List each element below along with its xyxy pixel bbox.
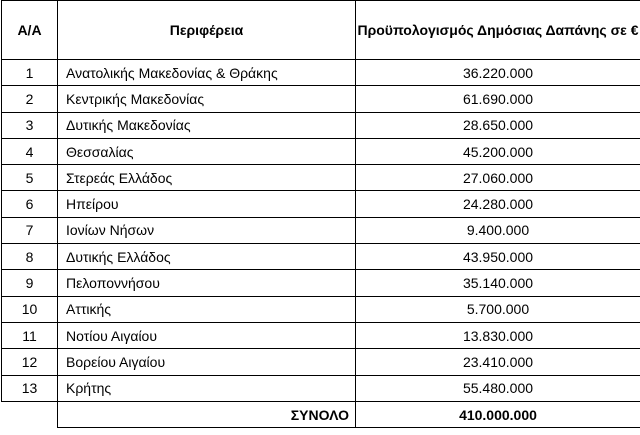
row-region: Ανατολικής Μακεδονίας & Θράκης xyxy=(58,60,356,86)
row-region: Νοτίου Αιγαίου xyxy=(58,322,356,348)
row-num: 13 xyxy=(2,375,58,401)
table-row xyxy=(2,60,640,86)
table-row xyxy=(2,191,640,217)
table-row xyxy=(2,270,640,296)
table-row xyxy=(2,244,640,270)
table-row xyxy=(2,112,640,138)
row-budget: 5.700.000 xyxy=(356,296,640,322)
row-budget: 24.280.000 xyxy=(356,191,640,217)
row-budget: 28.650.000 xyxy=(356,112,640,138)
row-budget: 55.480.000 xyxy=(356,375,640,401)
budget-table xyxy=(1,0,640,428)
row-num: 4 xyxy=(2,138,58,164)
row-num: 6 xyxy=(2,191,58,217)
row-region: Δυτικής Μακεδονίας xyxy=(58,112,356,138)
row-budget: 36.220.000 xyxy=(356,60,640,86)
table-row xyxy=(2,86,640,112)
row-num: 5 xyxy=(2,165,58,191)
row-budget: 61.690.000 xyxy=(356,86,640,112)
row-region: Αττικής xyxy=(58,296,356,322)
row-num: 3 xyxy=(2,112,58,138)
header-row xyxy=(2,1,640,60)
table-row xyxy=(2,349,640,375)
row-num: 12 xyxy=(2,349,58,375)
table-row xyxy=(2,375,640,401)
row-region: Ηπείρου xyxy=(58,191,356,217)
row-num: 7 xyxy=(2,217,58,243)
row-budget: 13.830.000 xyxy=(356,322,640,348)
row-budget: 23.410.000 xyxy=(356,349,640,375)
row-region: Βορείου Αιγαίου xyxy=(58,349,356,375)
total-blank-cell xyxy=(2,401,58,427)
table-row xyxy=(2,138,640,164)
total-value: 410.000.000 xyxy=(356,401,640,427)
table-row xyxy=(2,165,640,191)
row-budget: 35.140.000 xyxy=(356,270,640,296)
row-region: Κεντρικής Μακεδονίας xyxy=(58,86,356,112)
row-region: Θεσσαλίας xyxy=(58,138,356,164)
header-region: Περιφέρεια xyxy=(58,1,356,60)
row-region: Πελοποννήσου xyxy=(58,270,356,296)
table-row xyxy=(2,322,640,348)
row-num: 11 xyxy=(2,322,58,348)
header-num: Α/Α xyxy=(2,1,58,60)
table-row xyxy=(2,217,640,243)
row-num: 9 xyxy=(2,270,58,296)
row-region: Κρήτης xyxy=(58,375,356,401)
total-label: ΣΥΝΟΛΟ xyxy=(58,401,356,427)
row-budget: 45.200.000 xyxy=(356,138,640,164)
row-region: Δυτικής Ελλάδος xyxy=(58,244,356,270)
row-region: Ιονίων Νήσων xyxy=(58,217,356,243)
row-budget: 9.400.000 xyxy=(356,217,640,243)
row-region: Στερεάς Ελλάδος xyxy=(58,165,356,191)
table-row xyxy=(2,296,640,322)
row-num: 8 xyxy=(2,244,58,270)
row-num: 1 xyxy=(2,60,58,86)
row-num: 10 xyxy=(2,296,58,322)
header-budget: Προϋπολογισμός Δημόσιας Δαπάνης σε € xyxy=(356,1,640,60)
total-row xyxy=(2,401,640,427)
row-budget: 27.060.000 xyxy=(356,165,640,191)
row-num: 2 xyxy=(2,86,58,112)
row-budget: 43.950.000 xyxy=(356,244,640,270)
